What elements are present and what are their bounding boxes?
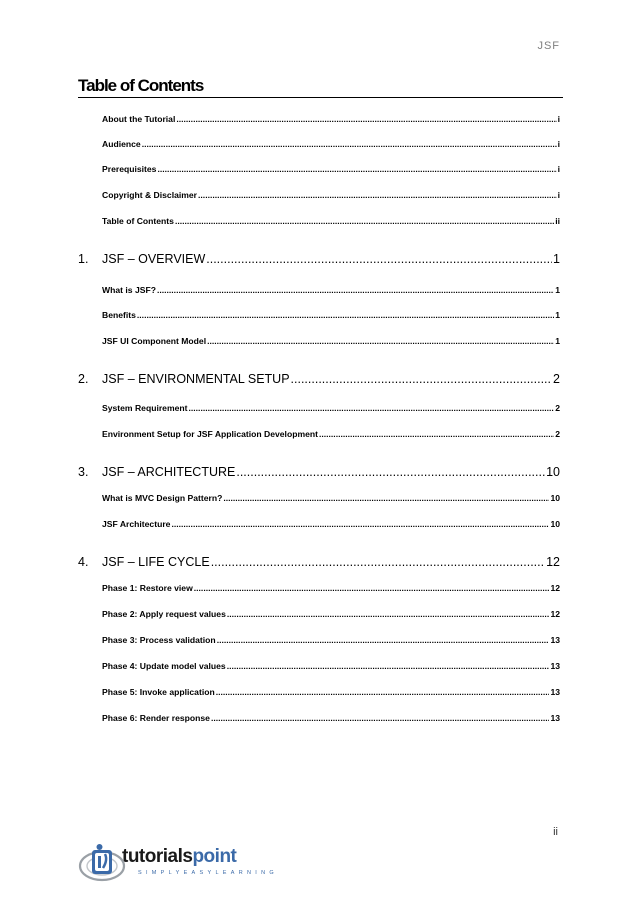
toc-entry-page: 1: [555, 310, 560, 320]
toc-entry-page: 13: [550, 687, 560, 697]
logo-brand-prefix: tutorials: [122, 846, 193, 867]
toc-dot-leader: [216, 687, 550, 697]
toc-section-entry[interactable]: [102, 114, 560, 124]
toc-chapter-entry[interactable]: [78, 372, 560, 386]
toc-entry-title: System Requirement: [102, 403, 188, 413]
toc-entry-page: 2: [555, 403, 560, 413]
toc-entry-title: Phase 3: Process validation: [102, 635, 216, 645]
toc-entry-title: What is JSF?: [102, 285, 156, 295]
toc-entry-title: Prerequisites: [102, 164, 157, 174]
toc-dot-leader: [176, 114, 556, 124]
toc-section-entry[interactable]: [102, 687, 560, 697]
toc-entry-page: 1: [555, 285, 560, 295]
toc-section-entry[interactable]: [102, 336, 560, 346]
toc-entry-page: 12: [546, 555, 560, 569]
toc-entry-page: 1: [553, 252, 560, 266]
toc-entry-title: Audience: [102, 139, 141, 149]
toc-chapter-number: 1.: [78, 252, 89, 266]
toc-dot-leader: [227, 609, 550, 619]
toc-entry-page: 10: [550, 493, 560, 503]
toc-dot-leader: [194, 583, 550, 593]
toc-entry-page: 13: [550, 635, 560, 645]
toc-entry-title: Copyright & Disclaimer: [102, 190, 198, 200]
toc-dot-leader: [175, 216, 554, 226]
toc-dot-leader: [217, 635, 550, 645]
toc-entry-page: 13: [550, 713, 560, 723]
toc-section-entry[interactable]: [102, 310, 560, 320]
toc-chapter-entry[interactable]: [78, 555, 560, 569]
toc-entry-title: JSF – LIFE CYCLE: [102, 555, 210, 569]
toc-entry-page: 13: [550, 661, 560, 671]
toc-entry-title: Environment Setup for JSF Application Development: [102, 429, 318, 439]
toc-dot-leader: [206, 252, 552, 266]
toc-entry-page: 10: [550, 519, 560, 529]
toc-section-entry[interactable]: [102, 139, 560, 149]
toc-entry-page: 12: [550, 583, 560, 593]
toc-entry-title: JSF UI Component Model: [102, 336, 207, 346]
toc-section-entry[interactable]: [102, 403, 560, 413]
toc-chapter-number: 3.: [78, 465, 89, 479]
toc-entry-title: Phase 5: Invoke application: [102, 687, 215, 697]
toc-entry-page: 1: [555, 336, 560, 346]
running-header: JSF: [537, 40, 560, 52]
toc-section-entry[interactable]: [102, 429, 560, 439]
toc-section-entry[interactable]: [102, 493, 560, 503]
toc-dot-leader: [142, 139, 557, 149]
toc-entry-title: Phase 6: Render response: [102, 713, 210, 723]
toc-entry-title: Phase 1: Restore view: [102, 583, 193, 593]
toc-chapter-number: 4.: [78, 555, 89, 569]
toc-entry-title: Phase 2: Apply request values: [102, 609, 226, 619]
toc-dot-leader: [171, 519, 549, 529]
toc-dot-leader: [227, 661, 550, 671]
toc-dot-leader: [223, 493, 549, 503]
toc-section-entry[interactable]: [102, 190, 560, 200]
toc-entry-page: 10: [546, 465, 560, 479]
toc-chapter-entry[interactable]: [78, 252, 560, 266]
toc-title: Table of Contents: [78, 76, 563, 98]
toc-dot-leader: [189, 403, 555, 413]
toc-entry-page: i: [557, 190, 560, 200]
toc-section-entry[interactable]: [102, 285, 560, 295]
toc-section-entry[interactable]: [102, 635, 560, 645]
toc-dot-leader: [291, 372, 553, 386]
toc-entry-title: JSF – ARCHITECTURE: [102, 465, 236, 479]
toc-dot-leader: [319, 429, 554, 439]
toc-entry-page: i: [557, 139, 560, 149]
page-number: ii: [553, 826, 558, 838]
toc-entry-page: i: [557, 164, 560, 174]
toc-section-entry[interactable]: [102, 164, 560, 174]
toc-section-entry[interactable]: [102, 661, 560, 671]
toc-entry-page: 2: [555, 429, 560, 439]
toc-chapter-number: 2.: [78, 372, 89, 386]
toc-entry-title: What is MVC Design Pattern?: [102, 493, 223, 503]
toc-entry-title: JSF Architecture: [102, 519, 171, 529]
toc-section-entry[interactable]: [102, 583, 560, 593]
toc-dot-leader: [198, 190, 557, 200]
toc-entry-title: JSF – OVERVIEW: [102, 252, 206, 266]
toc-entry-title: Table of Contents: [102, 216, 174, 226]
logo-brand-suffix: point: [192, 846, 237, 867]
toc-dot-leader: [211, 713, 549, 723]
toc-dot-leader: [211, 555, 545, 569]
tutorialspoint-logo-icon: [78, 832, 126, 890]
toc-dot-leader: [157, 285, 554, 295]
toc-dot-leader: [157, 164, 556, 174]
tutorialspoint-logo: [78, 832, 278, 892]
toc-section-entry[interactable]: [102, 519, 560, 529]
toc-chapter-entry[interactable]: [78, 465, 560, 479]
toc-entry-title: Benefits: [102, 310, 136, 320]
toc-section-entry[interactable]: [102, 216, 560, 226]
toc-dot-leader: [137, 310, 554, 320]
toc-section-entry[interactable]: [102, 713, 560, 723]
logo-wordmark: [122, 846, 236, 868]
toc-entry-page: 2: [553, 372, 560, 386]
toc-entry-page: 12: [550, 609, 560, 619]
toc-entry-page: i: [557, 114, 560, 124]
toc-dot-leader: [207, 336, 554, 346]
toc-entry-page: ii: [555, 216, 560, 226]
toc-dot-leader: [236, 465, 545, 479]
toc-section-entry[interactable]: [102, 609, 560, 619]
logo-tagline: SIMPLYEASYLEARNING: [138, 870, 278, 876]
toc-entry-title: JSF – ENVIRONMENTAL SETUP: [102, 372, 290, 386]
toc-entry-title: Phase 4: Update model values: [102, 661, 226, 671]
toc-entry-title: About the Tutorial: [102, 114, 176, 124]
